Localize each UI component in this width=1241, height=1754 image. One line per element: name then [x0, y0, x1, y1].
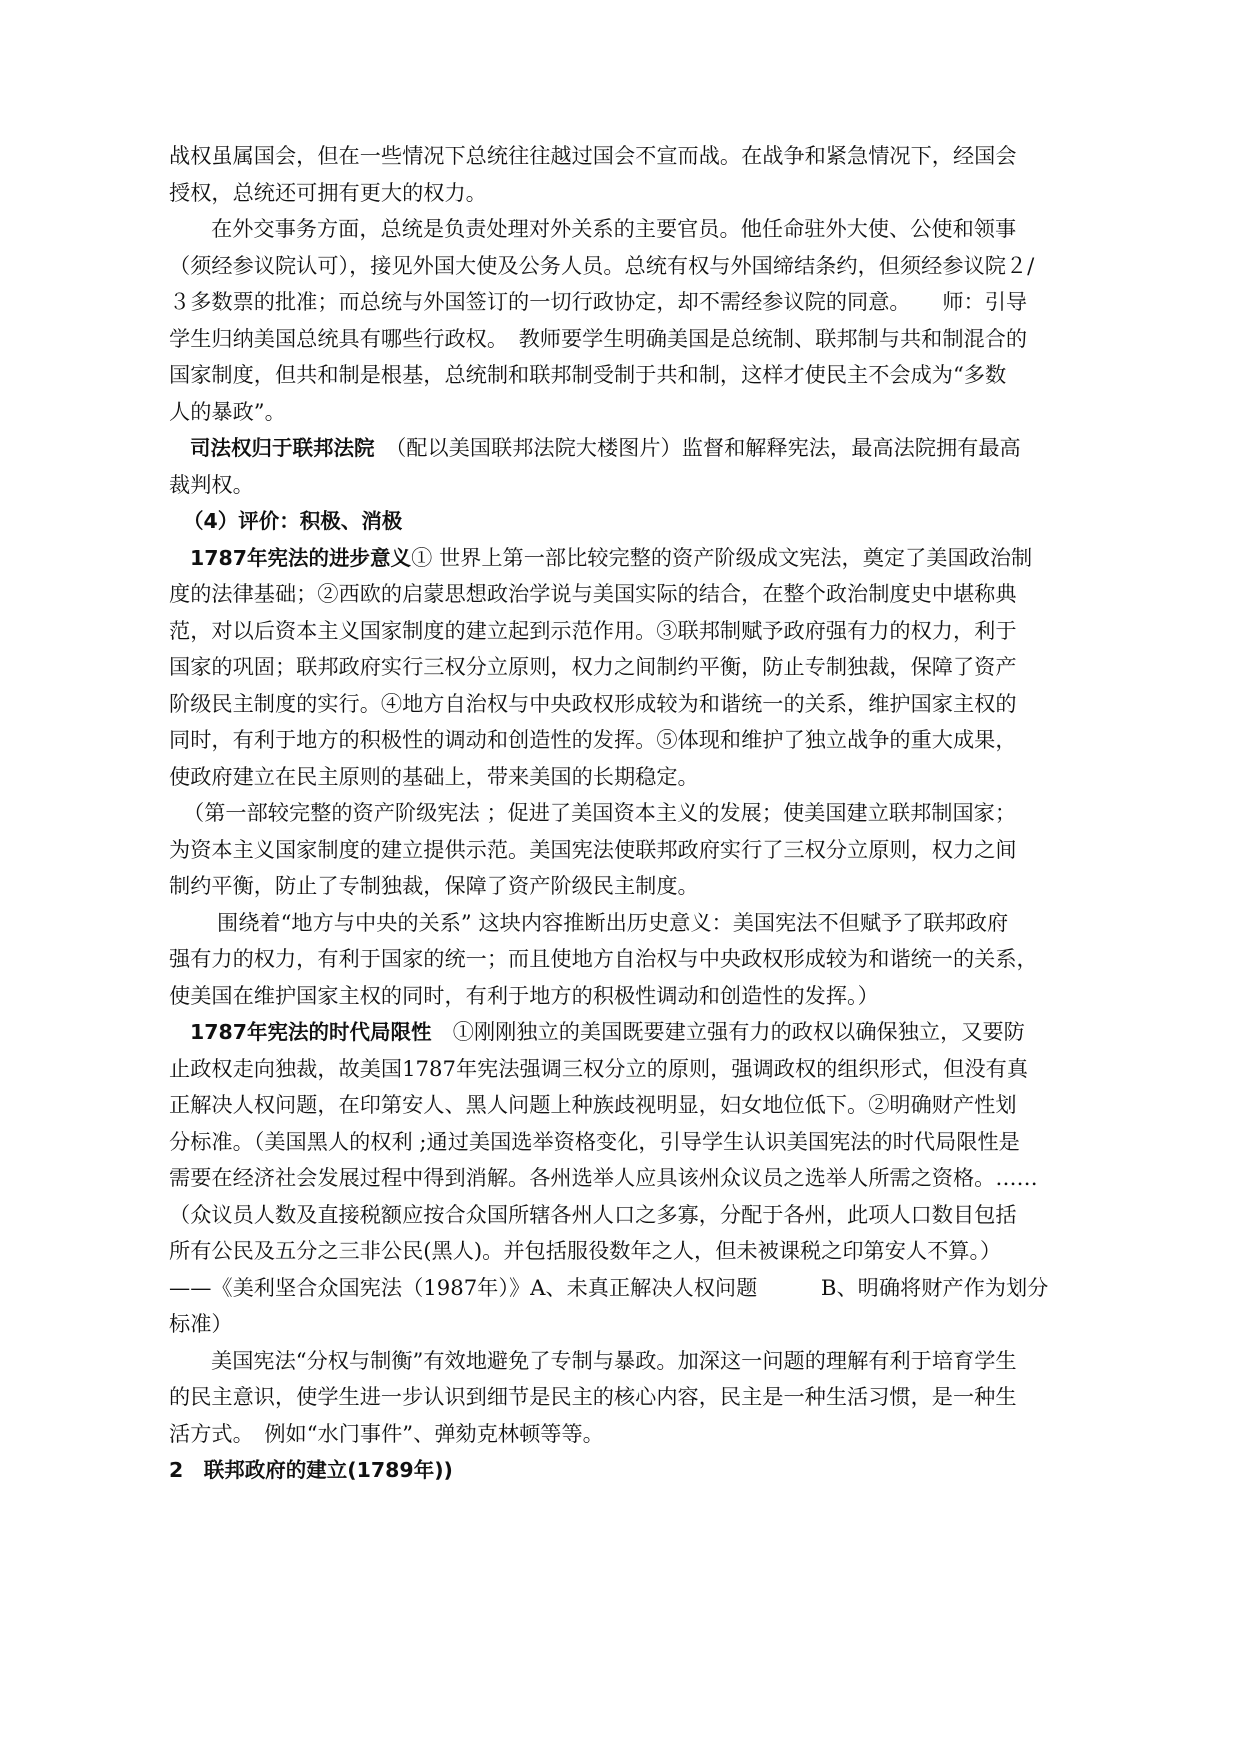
text-line: 在外交事务方面，总统是负责处理对外关系的主要官员。他任命驻外大使、公使和领事 [211, 216, 1017, 241]
text-line: 人的暴政”。 [169, 398, 286, 424]
text-line: 为资本主义国家制度的建立提供示范。美国宪法使联邦政府实行了三权分立原则，权力之间 [169, 836, 1017, 862]
text-line: 标准） [169, 1311, 233, 1336]
paragraph-local-central-relation [169, 905, 1065, 1015]
text-line: 的民主意识，使学生进一步认识到细节是民主的核心内容，民主是一种生活习惯，是一种生 [169, 1384, 1017, 1409]
paragraph-progressive-significance [169, 540, 1065, 796]
text-line: ——《美利坚合众国宪法（1987年）》A、未真正解决人权问题 B、明确将财产作为划分 [169, 1274, 1049, 1300]
text-run: （配以美国联邦法院大楼图片）监督和解释宪法，最高法院拥有最高 [374, 435, 1021, 460]
paragraph-checks-and-balances [169, 1343, 1065, 1453]
section-heading: 1787年宪法的进步意义 [190, 545, 412, 570]
text-line: 范，对以后资本主义国家制度的建立起到示范作用。③联邦制赋予政府强有力的权力，利于 [169, 617, 1017, 643]
text-line: （须经参议院认可），接见外国大使及公务人员。总统有权与外国缔结条约，但须经参议院２/ [169, 252, 1035, 278]
paragraph-judicial-power [169, 430, 1065, 503]
text-line [169, 430, 1065, 467]
text-line: 止政权走向独裁，故美国1787年宪法强调三权分立的原则，强调政权的组织形式，但没有真 [169, 1055, 1029, 1081]
paragraph-federal-government-heading [169, 1452, 1065, 1489]
text-line: 使美国在维护国家主权的同时，有利于地方的积极性调动和创造性的发挥。） [169, 982, 879, 1008]
text-line: 制约平衡，防止了专制独裁，保障了资产阶级民主制度。 [169, 873, 699, 898]
text-line: （第一部较完整的资产阶级宪法 ；促进了美国资本主义的发展；使美国建立联邦制国家； [183, 800, 1017, 825]
section-heading: 司法权归于联邦法院 [190, 436, 375, 460]
text-line: 正解决人权问题，在印第安人、黑人问题上种族歧视明显，妇女地位低下。②明确财产性划 [169, 1092, 1017, 1117]
paragraph-summary-note [169, 795, 1065, 905]
paragraph-evaluation-heading [169, 503, 1065, 540]
paragraph-war-powers [169, 138, 1065, 211]
text-run: ① 世界上第一部比较完整的资产阶级成文宪法，奠定了美国政治制 [411, 544, 1033, 570]
text-line: 所有公民及五分之三非公民(黑人)。并包括服役数年之人，但未被课税之印第安人不算。） [169, 1238, 1002, 1263]
text-line: 强有力的权力，有利于国家的统一；而且使地方自治权与中央政权形成较为和谐统一的关系， [169, 946, 1038, 971]
text-line: 使政府建立在民主原则的基础上，带来美国的长期稳定。 [169, 763, 699, 789]
text-line: 分标准。（美国黑人的权利 ;通过美国选举资格变化，引导学生认识美国宪法的时代局限性是 [169, 1128, 1020, 1154]
text-line: 活方式。 例如“水门事件”、弹劾克林顿等等。 [169, 1420, 604, 1446]
text-line [169, 540, 1065, 577]
text-line: 学生归纳美国总统具有哪些行政权。 教师要学生明确美国是总统制、联邦制与共和制混合的 [169, 325, 1028, 351]
section-heading: 1787年宪法的时代局限性 [190, 1020, 432, 1044]
text-line: 美国宪法“分权与制衡”有效地避免了专制与暴政。加深这一问题的理解有利于培育学生 [211, 1347, 1017, 1373]
text-line: 围绕着“地方与中央的关系” 这块内容推断出历史意义：美国宪法不但赋予了联邦政府 [217, 909, 1009, 935]
text-line: 授权，总统还可拥有更大的权力。 [169, 179, 487, 205]
text-line: 同时，有利于地方的积极性的调动和创造性的发挥。⑤体现和维护了独立战争的重大成果， [169, 727, 1017, 752]
section-heading: （4）评价：积极、消极 [183, 509, 403, 533]
text-line: 战权虽属国会，但在一些情况下总统往往越过国会不宣而战。在战争和紧急情况下，经国会 [169, 143, 1017, 168]
text-line: （众议员人数及直接税额应按合众国所辖各州人口之多寡，分配于各州，此项人口数目包括 [169, 1201, 1017, 1227]
text-line: 度的法律基础；②西欧的启蒙思想政治学说与美国实际的结合，在整个政治制度史中堪称典 [169, 581, 1017, 606]
section-heading: 2 联邦政府的建立(1789年)) [169, 1458, 453, 1482]
text-line: 裁判权。 [169, 471, 254, 497]
text-line: 国家的巩固；联邦政府实行三权分立原则，权力之间制约平衡，防止专制独裁，保障了资产 [169, 654, 1017, 679]
text-line: 国家制度，但共和制是根基，总统制和联邦制受制于共和制，这样才使民主不会成为“多数 [169, 362, 1007, 387]
document-page [169, 0, 1065, 1489]
paragraph-limitations [169, 1014, 1065, 1343]
text-line [169, 1014, 1065, 1051]
text-line: ３多数票的批准；而总统与外国签订的一切行政协定，却不需经参议院的同意。 师：引导 [169, 289, 1028, 314]
text-run: ①刚刚独立的美国既要建立强有力的政权以确保独立，又要防 [431, 1019, 1025, 1044]
text-line: 阶级民主制度的实行。④地方自治权与中央政权形成较为和谐统一的关系，维护国家主权的 [169, 690, 1017, 716]
paragraph-foreign-affairs [169, 211, 1065, 430]
text-line: 需要在经济社会发展过程中得到消解。各州选举人应具该州众议员之选举人所需之资格。…… [169, 1165, 1038, 1190]
